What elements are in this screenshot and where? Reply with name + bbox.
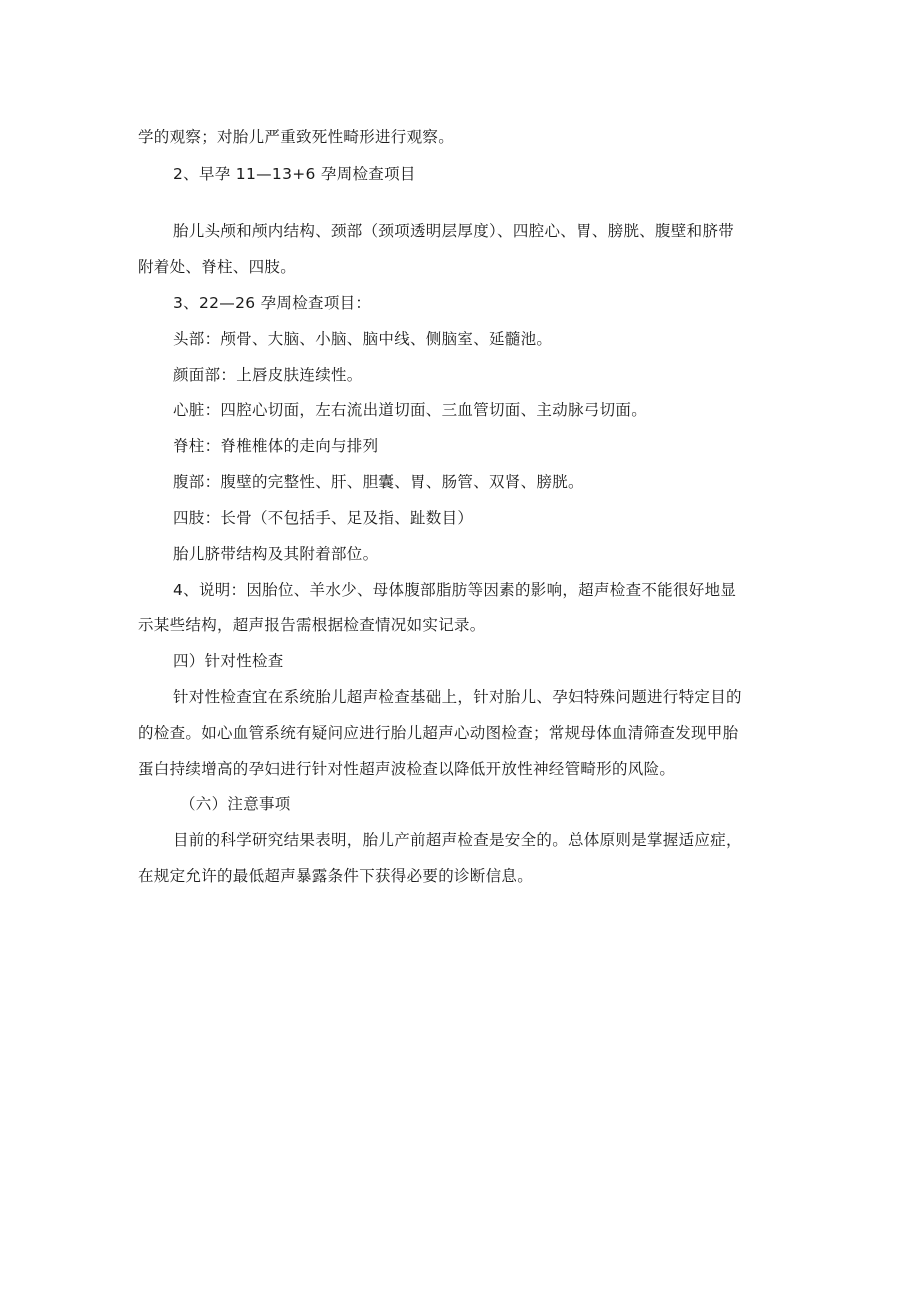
list-item: 头部：颅骨、大脑、小脑、脑中线、侧脑室、延髓池。 xyxy=(173,330,553,348)
paragraph-line: 学的观察；对胎儿严重致死性畸形进行观察。 xyxy=(138,128,455,146)
paragraph-line: 附着处、脊柱、四肢。 xyxy=(138,258,297,276)
paragraph-line: 在规定允许的最低超声暴露条件下获得必要的诊断信息。 xyxy=(138,867,534,885)
section-heading: 3、22—26 孕周检查项目： xyxy=(173,294,372,312)
section-heading: （六）注意事项 xyxy=(180,795,291,813)
list-item: 颜面部：上唇皮肤连续性。 xyxy=(173,366,363,384)
paragraph-line: 的检查。如心血管系统有疑问应进行胎儿超声心动图检查；常规母体血清筛查发现甲胎 xyxy=(138,724,739,742)
paragraph-line: 目前的科学研究结果表明，胎儿产前超声检查是安全的。总体原则是掌握适应症， xyxy=(173,831,742,849)
list-item: 脊柱：脊椎椎体的走向与排列 xyxy=(173,437,379,455)
paragraph-line: 4、说明：因胎位、羊水少、母体腹部脂肪等因素的影响，超声检查不能很好地显 xyxy=(173,581,737,599)
section-heading: 四）针对性检查 xyxy=(173,652,284,670)
section-heading: 2、早孕 11—13+6 孕周检查项目 xyxy=(173,165,416,183)
paragraph-line: 示某些结构，超声报告需根据检查情况如实记录。 xyxy=(138,616,486,634)
list-item: 腹部：腹壁的完整性、肝、胆囊、胃、肠管、双肾、膀胱。 xyxy=(173,473,584,491)
paragraph-line: 针对性检查宜在系统胎儿超声检查基础上，针对胎儿、孕妇特殊问题进行特定目的 xyxy=(173,688,742,706)
paragraph-line: 胎儿头颅和颅内结构、颈部（颈项透明层厚度）、四腔心、胃、膀胱、腹壁和脐带 xyxy=(173,222,735,240)
paragraph-line: 蛋白持续增高的孕妇进行针对性超声波检查以降低开放性神经管畸形的风险。 xyxy=(138,760,676,778)
list-item: 四肢：长骨（不包括手、足及指、趾数目） xyxy=(173,509,474,527)
list-item: 胎儿脐带结构及其附着部位。 xyxy=(173,545,379,563)
list-item: 心脏：四腔心切面，左右流出道切面、三血管切面、主动脉弓切面。 xyxy=(173,401,648,419)
